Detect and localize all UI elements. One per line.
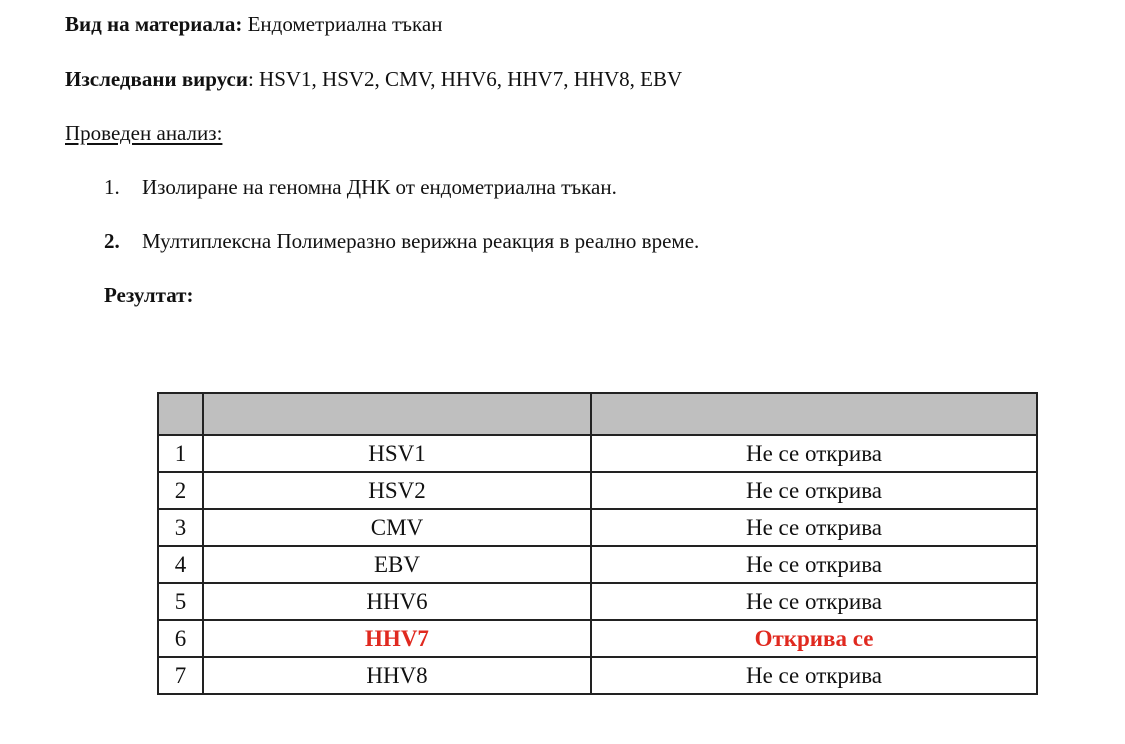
row-number: 3 bbox=[158, 509, 203, 546]
table-row bbox=[158, 583, 1037, 620]
row-virus: HSV2 bbox=[203, 472, 591, 509]
analysis-title: Проведен анализ: bbox=[65, 121, 223, 145]
row-number: 4 bbox=[158, 546, 203, 583]
viruses-line bbox=[65, 69, 682, 90]
material-value: Ендометриална тъкан bbox=[242, 12, 443, 36]
table-row bbox=[158, 657, 1037, 694]
step-item bbox=[104, 177, 617, 198]
results-table bbox=[157, 392, 1038, 695]
table-row bbox=[158, 546, 1037, 583]
header-cell-number bbox=[158, 393, 203, 435]
result-heading: Резултат: bbox=[104, 283, 194, 307]
table-header-row bbox=[158, 393, 1037, 435]
row-number: 6 bbox=[158, 620, 203, 657]
viruses-label: Изследвани вируси bbox=[65, 67, 248, 91]
material-label: Вид на материала: bbox=[65, 12, 243, 36]
row-virus: HHV8 bbox=[203, 657, 591, 694]
row-result: Не се открива bbox=[591, 546, 1037, 583]
row-number: 2 bbox=[158, 472, 203, 509]
row-virus: HHV7 bbox=[203, 620, 591, 657]
row-result: Не се открива bbox=[591, 657, 1037, 694]
row-result: Не се открива bbox=[591, 472, 1037, 509]
row-number: 1 bbox=[158, 435, 203, 472]
row-result: Не се открива bbox=[591, 583, 1037, 620]
step-item bbox=[104, 231, 699, 252]
row-number: 5 bbox=[158, 583, 203, 620]
row-result: Не се открива bbox=[591, 435, 1037, 472]
header-cell-virus bbox=[203, 393, 591, 435]
row-number: 7 bbox=[158, 657, 203, 694]
material-line bbox=[65, 14, 442, 35]
viruses-value: : HSV1, HSV2, CMV, HHV6, HHV7, HHV8, EBV bbox=[247, 67, 683, 91]
table-row bbox=[158, 509, 1037, 546]
step-text: Мултиплексна Полимеразно верижна реакция в реално време. bbox=[142, 229, 700, 253]
row-virus: HHV6 bbox=[203, 583, 591, 620]
step-text: Изолиране на геномна ДНК от ендометриална тъкан. bbox=[142, 175, 617, 199]
row-result: Открива се bbox=[591, 620, 1037, 657]
row-result: Не се открива bbox=[591, 509, 1037, 546]
header-cell-result bbox=[591, 393, 1037, 435]
table-row-detected bbox=[158, 620, 1037, 657]
table-row bbox=[158, 472, 1037, 509]
row-virus: EBV bbox=[203, 546, 591, 583]
step-number: 1. bbox=[104, 175, 120, 199]
step-number: 2. bbox=[104, 229, 120, 253]
table-row bbox=[158, 435, 1037, 472]
row-virus: HSV1 bbox=[203, 435, 591, 472]
row-virus: CMV bbox=[203, 509, 591, 546]
